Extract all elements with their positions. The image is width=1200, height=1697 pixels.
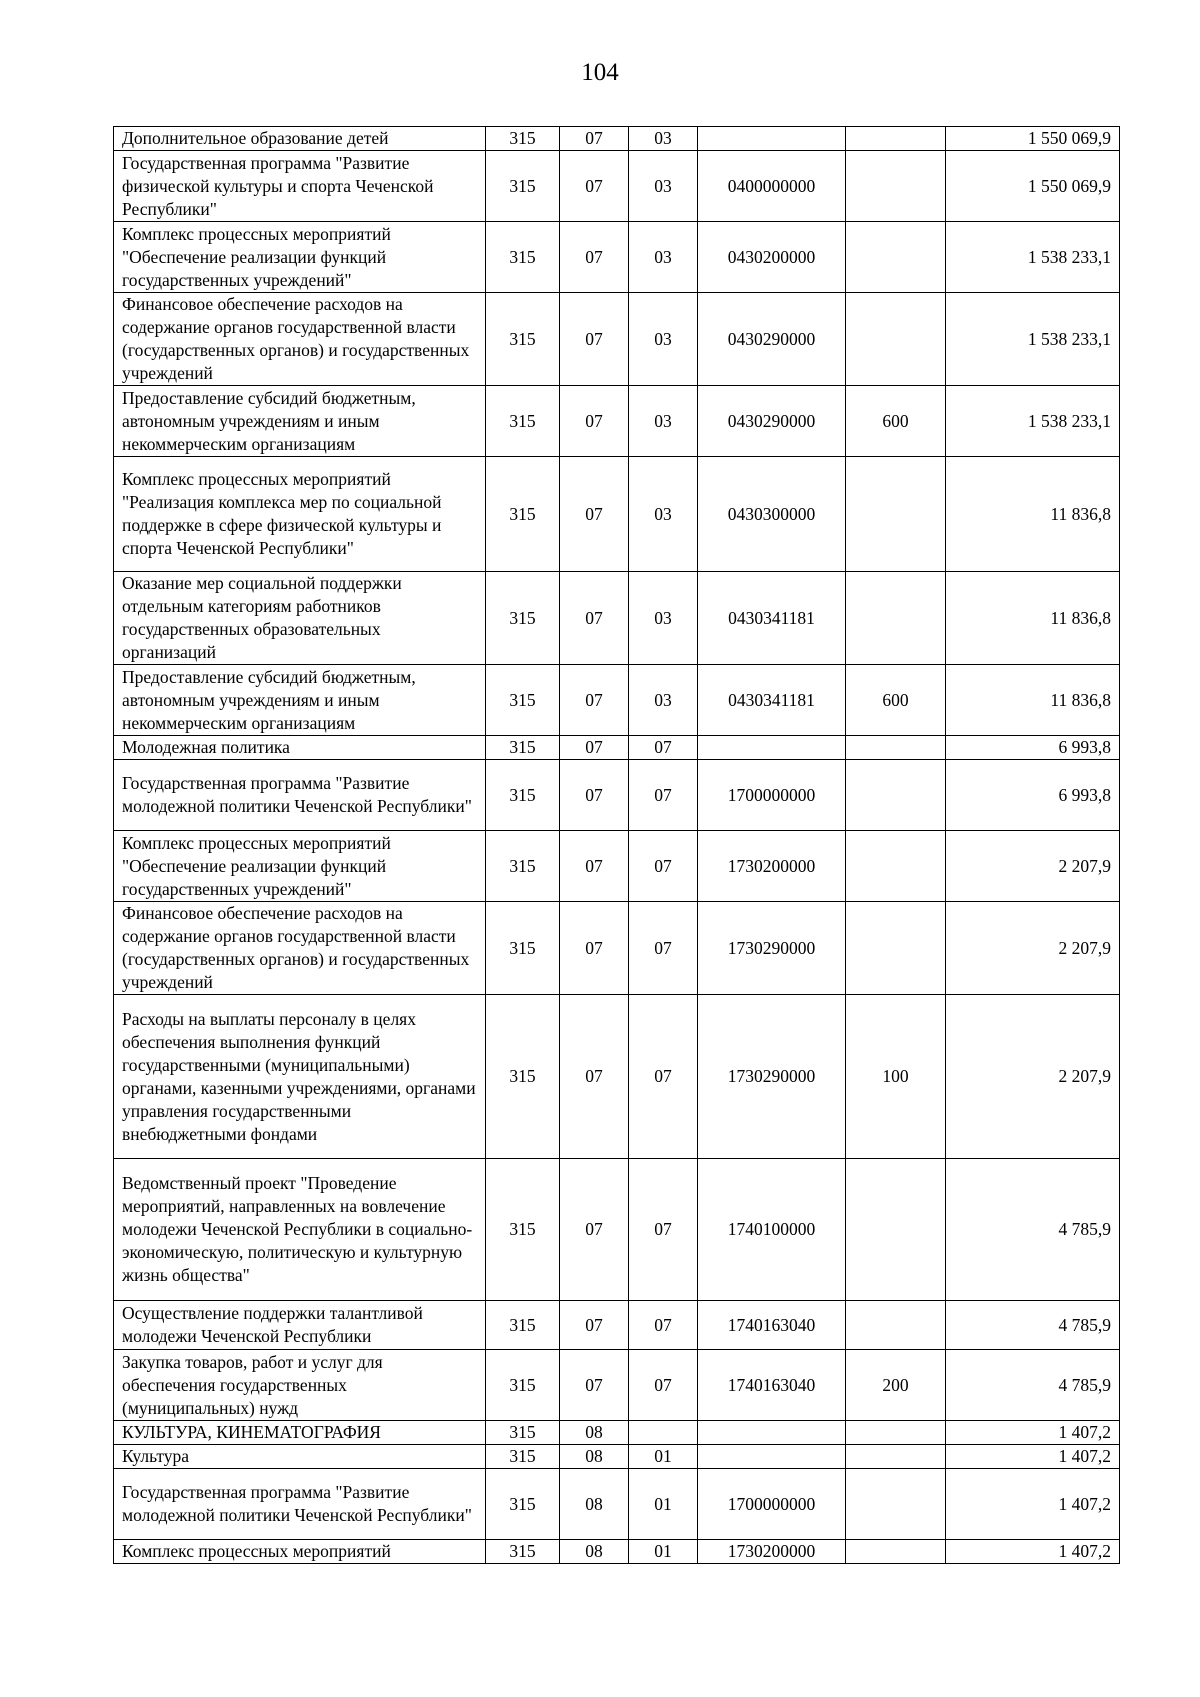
target-article-code-cell: 1730200000 xyxy=(698,1540,846,1564)
amount-cell: 6 993,8 xyxy=(946,736,1120,760)
table-row xyxy=(114,1540,1120,1564)
ministry-code-cell: 315 xyxy=(486,995,560,1159)
section-code-cell: 07 xyxy=(560,736,629,760)
section-code-cell: 08 xyxy=(560,1421,629,1445)
expense-type-code-cell xyxy=(846,1421,946,1445)
amount-cell: 1 538 233,1 xyxy=(946,386,1120,457)
table-row xyxy=(114,1350,1120,1421)
ministry-code-cell: 315 xyxy=(486,293,560,386)
target-article-code-cell: 1700000000 xyxy=(698,1469,846,1540)
ministry-code-cell: 315 xyxy=(486,831,560,902)
table-row xyxy=(114,665,1120,736)
ministry-code-cell: 315 xyxy=(486,127,560,151)
section-code-cell: 08 xyxy=(560,1445,629,1469)
table-row xyxy=(114,222,1120,293)
item-name-cell: Финансовое обеспечение расходов на содержание органов государственной власти (государственных органов) и государственных учреждений xyxy=(114,902,486,995)
target-article-code-cell xyxy=(698,1445,846,1469)
expense-type-code-cell: 100 xyxy=(846,995,946,1159)
table-row xyxy=(114,572,1120,665)
amount-cell: 11 836,8 xyxy=(946,665,1120,736)
ministry-code-cell: 315 xyxy=(486,1350,560,1421)
amount-cell: 1 538 233,1 xyxy=(946,293,1120,386)
item-name-cell: Комплекс процессных мероприятий "Обеспечение реализации функций государственных учреждений" xyxy=(114,831,486,902)
ministry-code-cell: 315 xyxy=(486,902,560,995)
section-code-cell: 07 xyxy=(560,572,629,665)
item-name-cell: КУЛЬТУРА, КИНЕМАТОГРАФИЯ xyxy=(114,1421,486,1445)
target-article-code-cell: 0430200000 xyxy=(698,222,846,293)
table-row xyxy=(114,1421,1120,1445)
subsection-code-cell: 03 xyxy=(629,127,698,151)
item-name-cell: Расходы на выплаты персоналу в целях обеспечения выполнения функций государственными (муниципальными) органами, казенными учреждениями, органами управления государственными внебюджетными фондами xyxy=(114,995,486,1159)
section-code-cell: 07 xyxy=(560,831,629,902)
table-row xyxy=(114,457,1120,572)
amount-cell: 1 538 233,1 xyxy=(946,222,1120,293)
ministry-code-cell: 315 xyxy=(486,151,560,222)
target-article-code-cell: 1700000000 xyxy=(698,760,846,831)
budget-table-body xyxy=(114,127,1120,1564)
amount-cell: 1 407,2 xyxy=(946,1469,1120,1540)
expense-type-code-cell xyxy=(846,1301,946,1350)
item-name-cell: Государственная программа "Развитие молодежной политики Чеченской Республики" xyxy=(114,1469,486,1540)
target-article-code-cell: 0430341181 xyxy=(698,572,846,665)
expense-type-code-cell xyxy=(846,902,946,995)
item-name-cell: Государственная программа "Развитие молодежной политики Чеченской Республики" xyxy=(114,760,486,831)
item-name-cell: Дополнительное образование детей xyxy=(114,127,486,151)
table-row xyxy=(114,1445,1120,1469)
subsection-code-cell: 01 xyxy=(629,1540,698,1564)
section-code-cell: 07 xyxy=(560,1159,629,1301)
section-code-cell: 08 xyxy=(560,1540,629,1564)
amount-cell: 1 550 069,9 xyxy=(946,151,1120,222)
section-code-cell: 07 xyxy=(560,127,629,151)
target-article-code-cell: 0430290000 xyxy=(698,386,846,457)
item-name-cell: Молодежная политика xyxy=(114,736,486,760)
amount-cell: 6 993,8 xyxy=(946,760,1120,831)
target-article-code-cell: 1730290000 xyxy=(698,995,846,1159)
ministry-code-cell: 315 xyxy=(486,1469,560,1540)
subsection-code-cell: 03 xyxy=(629,293,698,386)
expense-type-code-cell xyxy=(846,1540,946,1564)
table-row xyxy=(114,831,1120,902)
amount-cell: 11 836,8 xyxy=(946,457,1120,572)
subsection-code-cell: 01 xyxy=(629,1469,698,1540)
subsection-code-cell: 07 xyxy=(629,760,698,831)
expense-type-code-cell xyxy=(846,1469,946,1540)
item-name-cell: Предоставление субсидий бюджетным, автономным учреждениям и иным некоммерческим организациям xyxy=(114,386,486,457)
item-name-cell: Предоставление субсидий бюджетным, автономным учреждениям и иным некоммерческим организациям xyxy=(114,665,486,736)
ministry-code-cell: 315 xyxy=(486,386,560,457)
expense-type-code-cell xyxy=(846,831,946,902)
ministry-code-cell: 315 xyxy=(486,665,560,736)
subsection-code-cell: 03 xyxy=(629,665,698,736)
subsection-code-cell: 01 xyxy=(629,1445,698,1469)
budget-table xyxy=(113,126,1120,1564)
subsection-code-cell: 03 xyxy=(629,386,698,457)
ministry-code-cell: 315 xyxy=(486,457,560,572)
amount-cell: 4 785,9 xyxy=(946,1301,1120,1350)
subsection-code-cell: 07 xyxy=(629,831,698,902)
ministry-code-cell: 315 xyxy=(486,736,560,760)
item-name-cell: Комплекс процессных мероприятий xyxy=(114,1540,486,1564)
ministry-code-cell: 315 xyxy=(486,760,560,831)
item-name-cell: Ведомственный проект "Проведение мероприятий, направленных на вовлечение молодежи Чеченской Республики в социально-экономическую, политическую и культурную жизнь общества" xyxy=(114,1159,486,1301)
target-article-code-cell: 1740100000 xyxy=(698,1159,846,1301)
expense-type-code-cell xyxy=(846,222,946,293)
amount-cell: 4 785,9 xyxy=(946,1350,1120,1421)
section-code-cell: 07 xyxy=(560,222,629,293)
table-row xyxy=(114,1159,1120,1301)
item-name-cell: Осуществление поддержки талантливой молодежи Чеченской Республики xyxy=(114,1301,486,1350)
table-row xyxy=(114,386,1120,457)
ministry-code-cell: 315 xyxy=(486,1159,560,1301)
expense-type-code-cell xyxy=(846,736,946,760)
table-row xyxy=(114,736,1120,760)
subsection-code-cell: 07 xyxy=(629,736,698,760)
subsection-code-cell: 03 xyxy=(629,151,698,222)
subsection-code-cell: 07 xyxy=(629,1159,698,1301)
item-name-cell: Финансовое обеспечение расходов на содержание органов государственной власти (государственных органов) и государственных учреждений xyxy=(114,293,486,386)
table-row xyxy=(114,760,1120,831)
section-code-cell: 07 xyxy=(560,1350,629,1421)
item-name-cell: Оказание мер социальной поддержки отдельным категориям работников государственных образовательных организаций xyxy=(114,572,486,665)
target-article-code-cell xyxy=(698,127,846,151)
section-code-cell: 07 xyxy=(560,665,629,736)
section-code-cell: 07 xyxy=(560,995,629,1159)
section-code-cell: 07 xyxy=(560,902,629,995)
amount-cell: 1 407,2 xyxy=(946,1421,1120,1445)
section-code-cell: 08 xyxy=(560,1469,629,1540)
item-name-cell: Комплекс процессных мероприятий "Реализация комплекса мер по социальной поддержке в сфере физической культуры и спорта Чеченской Республики" xyxy=(114,457,486,572)
subsection-code-cell: 03 xyxy=(629,457,698,572)
table-row xyxy=(114,293,1120,386)
expense-type-code-cell xyxy=(846,127,946,151)
ministry-code-cell: 315 xyxy=(486,572,560,665)
expense-type-code-cell: 200 xyxy=(846,1350,946,1421)
item-name-cell: Комплекс процессных мероприятий "Обеспечение реализации функций государственных учреждений" xyxy=(114,222,486,293)
section-code-cell: 07 xyxy=(560,1301,629,1350)
expense-type-code-cell xyxy=(846,1159,946,1301)
subsection-code-cell: 07 xyxy=(629,995,698,1159)
amount-cell: 4 785,9 xyxy=(946,1159,1120,1301)
section-code-cell: 07 xyxy=(560,760,629,831)
table-row xyxy=(114,151,1120,222)
expense-type-code-cell: 600 xyxy=(846,665,946,736)
target-article-code-cell xyxy=(698,1421,846,1445)
expense-type-code-cell: 600 xyxy=(846,386,946,457)
expense-type-code-cell xyxy=(846,760,946,831)
amount-cell: 1 550 069,9 xyxy=(946,127,1120,151)
item-name-cell: Государственная программа "Развитие физической культуры и спорта Чеченской Республики" xyxy=(114,151,486,222)
amount-cell: 1 407,2 xyxy=(946,1445,1120,1469)
item-name-cell: Культура xyxy=(114,1445,486,1469)
table-row xyxy=(114,902,1120,995)
expense-type-code-cell xyxy=(846,457,946,572)
target-article-code-cell: 0400000000 xyxy=(698,151,846,222)
subsection-code-cell: 07 xyxy=(629,902,698,995)
target-article-code-cell xyxy=(698,736,846,760)
subsection-code-cell: 03 xyxy=(629,222,698,293)
target-article-code-cell: 1740163040 xyxy=(698,1350,846,1421)
subsection-code-cell xyxy=(629,1421,698,1445)
subsection-code-cell: 03 xyxy=(629,572,698,665)
ministry-code-cell: 315 xyxy=(486,1301,560,1350)
table-row xyxy=(114,995,1120,1159)
item-name-cell: Закупка товаров, работ и услуг для обеспечения государственных (муниципальных) нужд xyxy=(114,1350,486,1421)
section-code-cell: 07 xyxy=(560,151,629,222)
expense-type-code-cell xyxy=(846,293,946,386)
target-article-code-cell: 1740163040 xyxy=(698,1301,846,1350)
amount-cell: 11 836,8 xyxy=(946,572,1120,665)
ministry-code-cell: 315 xyxy=(486,1421,560,1445)
subsection-code-cell: 07 xyxy=(629,1301,698,1350)
section-code-cell: 07 xyxy=(560,293,629,386)
table-row xyxy=(114,1301,1120,1350)
ministry-code-cell: 315 xyxy=(486,1540,560,1564)
subsection-code-cell: 07 xyxy=(629,1350,698,1421)
amount-cell: 2 207,9 xyxy=(946,831,1120,902)
amount-cell: 1 407,2 xyxy=(946,1540,1120,1564)
target-article-code-cell: 1730290000 xyxy=(698,902,846,995)
table-row xyxy=(114,127,1120,151)
ministry-code-cell: 315 xyxy=(486,222,560,293)
amount-cell: 2 207,9 xyxy=(946,995,1120,1159)
ministry-code-cell: 315 xyxy=(486,1445,560,1469)
amount-cell: 2 207,9 xyxy=(946,902,1120,995)
target-article-code-cell: 1730200000 xyxy=(698,831,846,902)
table-row xyxy=(114,1469,1120,1540)
page-number: 104 xyxy=(581,59,619,86)
expense-type-code-cell xyxy=(846,1445,946,1469)
target-article-code-cell: 0430300000 xyxy=(698,457,846,572)
section-code-cell: 07 xyxy=(560,386,629,457)
expense-type-code-cell xyxy=(846,151,946,222)
target-article-code-cell: 0430341181 xyxy=(698,665,846,736)
target-article-code-cell: 0430290000 xyxy=(698,293,846,386)
expense-type-code-cell xyxy=(846,572,946,665)
section-code-cell: 07 xyxy=(560,457,629,572)
